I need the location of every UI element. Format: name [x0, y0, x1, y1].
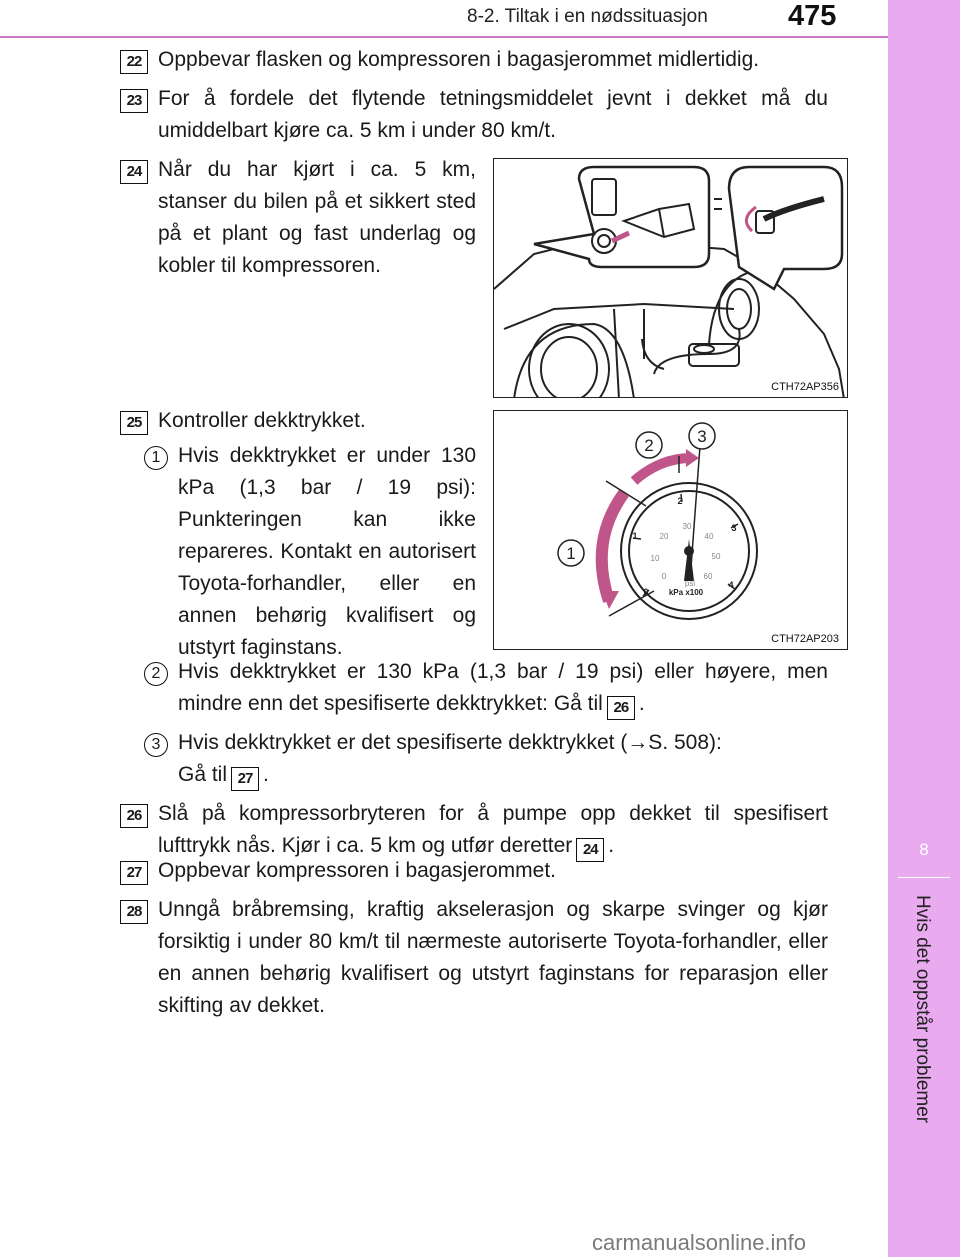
bar-tick-1: 1 [632, 531, 638, 541]
step-22-text: Oppbevar flasken og kompressoren i bagasjerommet midlertidig. [158, 48, 760, 71]
step-badge-26: 26 [120, 804, 148, 828]
step-badge-23: 23 [120, 89, 148, 113]
step-25-text: Kontroller dekktrykket. [158, 409, 366, 432]
bar-tick-4: 4 [728, 580, 734, 590]
watermark: carmanualsonline.info [592, 1230, 807, 1255]
step-ref-26: 26 [607, 696, 635, 720]
step-26-text [158, 798, 828, 862]
substep-3-line2: Gå til [178, 763, 228, 786]
step-badge-27: 27 [120, 861, 148, 885]
header-rule [0, 36, 888, 38]
step-27-text: Oppbevar kompressoren i bagasjerommet. [158, 859, 557, 882]
unit-psi: psi [684, 579, 696, 588]
step-ref-24: 24 [576, 838, 604, 862]
page-number: 475 [788, 0, 837, 32]
bar-tick-2: 2 [677, 496, 683, 506]
figure-car-compressor [493, 158, 848, 398]
substep-2-end: . [638, 692, 645, 715]
step-badge-24: 24 [120, 160, 148, 184]
step-28-text: Unngå bråbremsing, kraftig akselerasjon og skarpe svinger og kjør forsiktig i under 80 km/t til nærmeste autoriserte Toyota-forhandler, eller en annen behørig kvalifisert og utstyrt faginstans for reparasjon eller skifting av dekket. [158, 898, 828, 1017]
unit-kpa: kPa x100 [668, 588, 704, 597]
substep-2-text [178, 656, 828, 720]
substep-3-line1: Hvis dekktrykket er det spesifiserte dekktrykket (→S. 508): [178, 731, 722, 754]
chapter-title: Hvis det oppstår problemer [912, 895, 933, 1124]
car-compressor-illustration [494, 159, 848, 398]
substep-badge-3: 3 [144, 733, 168, 757]
psi-tick-50: 50 [711, 552, 721, 561]
step-23-text: For å fordele det flytende tetningsmiddelet jevnt i dekket må du umiddelbart kjøre ca. 5 km i under 80 km/t. [158, 87, 828, 142]
substep-3-text [178, 727, 828, 791]
substep-1-text: Hvis dekktrykket er under 130 kPa (1,3 bar / 19 psi): Punkteringen kan ikke repareres. Kontakt en autorisert Toyota-forhandler, eller en annen behørig kvalifisert og utstyrt faginstans. [178, 444, 476, 659]
callout-2: 2 [644, 436, 654, 455]
substep-2-body: Hvis dekktrykket er 130 kPa (1,3 bar / 19 psi) eller høyere, men mindre enn det spesifiserte dekktrykket: Gå til [178, 660, 828, 715]
substep-badge-1: 1 [144, 446, 168, 470]
pressure-gauge-illustration [494, 411, 848, 650]
psi-tick-40: 40 [704, 532, 714, 541]
psi-tick-30: 30 [682, 522, 692, 531]
psi-tick-60: 60 [703, 572, 713, 581]
psi-tick-20: 20 [659, 532, 669, 541]
step-badge-22: 22 [120, 50, 148, 74]
step-24-text: Når du har kjørt i ca. 5 km, stanser du bilen på et sikkert sted på et plant og fast underlag og kobler til kompressoren. [158, 158, 476, 277]
chapter-divider [898, 877, 950, 878]
step-26-end: . [608, 834, 615, 857]
step-badge-28: 28 [120, 900, 148, 924]
callout-3: 3 [697, 427, 707, 446]
section-title: 8-2. Tiltak i en nødssituasjon [467, 6, 708, 27]
substep-3-end: . [263, 763, 269, 786]
figure-pressure-gauge [493, 410, 848, 650]
figure-code-2: CTH72AP203 [771, 633, 839, 645]
callout-1: 1 [566, 544, 576, 563]
psi-tick-10: 10 [650, 554, 660, 563]
bar-tick-0: 0 [643, 587, 649, 597]
psi-tick-0: 0 [661, 572, 667, 581]
chapter-side-tab [888, 0, 960, 1257]
step-26-body: Slå på kompressorbryteren for å pumpe opp dekket til spesifisert lufttrykk nås. Kjør i ca. 5 km og utfør deretter [158, 802, 828, 857]
substep-badge-2: 2 [144, 662, 168, 686]
step-ref-27: 27 [231, 767, 259, 791]
figure-code-1: CTH72AP356 [771, 381, 839, 393]
step-badge-25: 25 [120, 411, 148, 435]
chapter-number: 8 [919, 840, 929, 859]
bar-tick-3: 3 [731, 523, 737, 533]
